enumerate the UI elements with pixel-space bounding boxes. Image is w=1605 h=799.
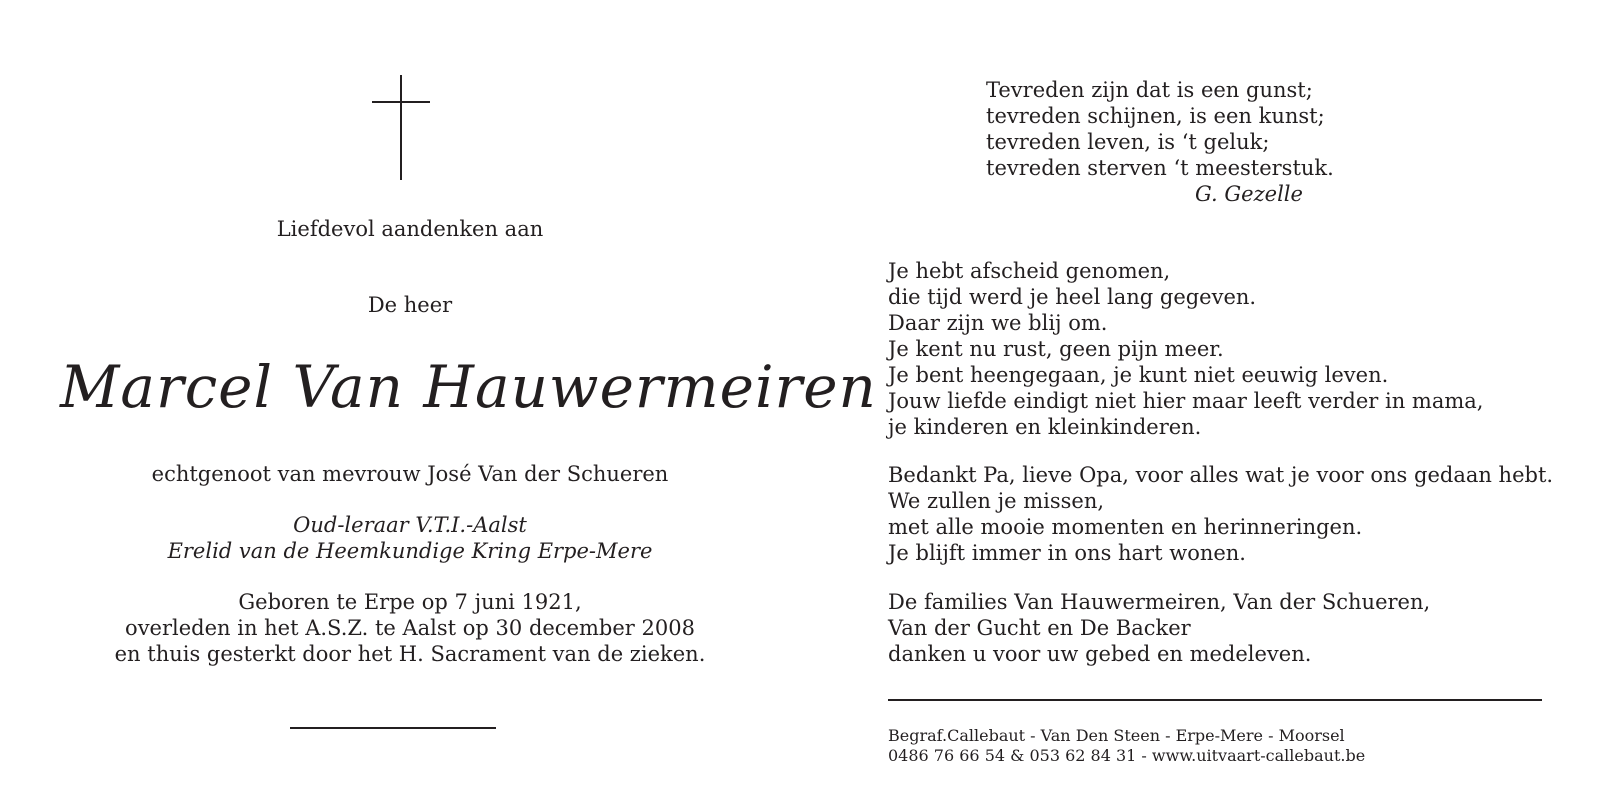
text-line: Je kent nu rust, geen pijn meer.	[888, 337, 1224, 361]
poem	[986, 77, 1334, 181]
text-line: Jouw liefde eindigt niet hier maar leeft verder in mama,	[888, 389, 1484, 413]
farewell-text	[888, 258, 1483, 440]
poem-line: tevreden schijnen, is een kunst;	[986, 104, 1325, 128]
role-line: Erelid van de Heemkundige Kring Erpe-Mere	[167, 539, 653, 563]
deceased-name: Marcel Van Hauwermeiren	[60, 353, 877, 421]
thanks-text	[888, 462, 1553, 566]
cross-icon	[372, 75, 430, 180]
text-line: met alle mooie momenten en herinneringen.	[888, 515, 1363, 539]
poem-line: tevreden sterven ‘t meesterstuk.	[986, 156, 1334, 180]
divider	[290, 727, 496, 729]
text-line: Van der Gucht en De Backer	[888, 616, 1191, 640]
spouse-text: echtgenoot van mevrouw José Van der Schueren	[151, 462, 669, 486]
funeral-home-footer	[888, 726, 1365, 766]
text-line: je kinderen en kleinkinderen.	[888, 415, 1202, 439]
intro-text: Liefdevol aandenken aan	[276, 217, 544, 241]
text-line: die tijd werd je heel lang gegeven.	[888, 285, 1257, 309]
right-panel	[888, 0, 1568, 799]
footer-line: Begraf.Callebaut - Van Den Steen - Erpe-Mere - Moorsel	[888, 726, 1345, 745]
families-text	[888, 589, 1430, 667]
date-line: overleden in het A.S.Z. te Aalst op 30 december 2008	[125, 616, 695, 640]
text-line: We zullen je missen,	[888, 489, 1105, 513]
date-line: Geboren te Erpe op 7 juni 1921,	[238, 590, 582, 614]
text-line: danken u voor uw gebed en medeleven.	[888, 642, 1312, 666]
role-line: Oud-leraar V.T.I.-Aalst	[293, 513, 527, 537]
poem-author: G. Gezelle	[1195, 182, 1303, 206]
text-line: De families Van Hauwermeiren, Van der Schueren,	[888, 590, 1431, 614]
text-line: Je blijft immer in ons hart wonen.	[888, 541, 1246, 565]
text-line: Je hebt afscheid genomen,	[888, 259, 1171, 283]
poem-line: tevreden leven, is ‘t geluk;	[986, 130, 1270, 154]
divider	[888, 699, 1542, 701]
title-text: De heer	[367, 293, 453, 317]
footer-line: 0486 76 66 54 & 053 62 84 31 - www.uitvaart-callebaut.be	[888, 746, 1366, 765]
poem-line: Tevreden zijn dat is een gunst;	[986, 78, 1313, 102]
text-line: Je bent heengegaan, je kunt niet eeuwig leven.	[888, 363, 1389, 387]
date-line: en thuis gesterkt door het H. Sacrament van de zieken.	[114, 642, 706, 666]
text-line: Daar zijn we blij om.	[888, 311, 1108, 335]
text-line: Bedankt Pa, lieve Opa, voor alles wat je voor ons gedaan hebt.	[888, 463, 1554, 487]
left-panel	[60, 0, 877, 799]
